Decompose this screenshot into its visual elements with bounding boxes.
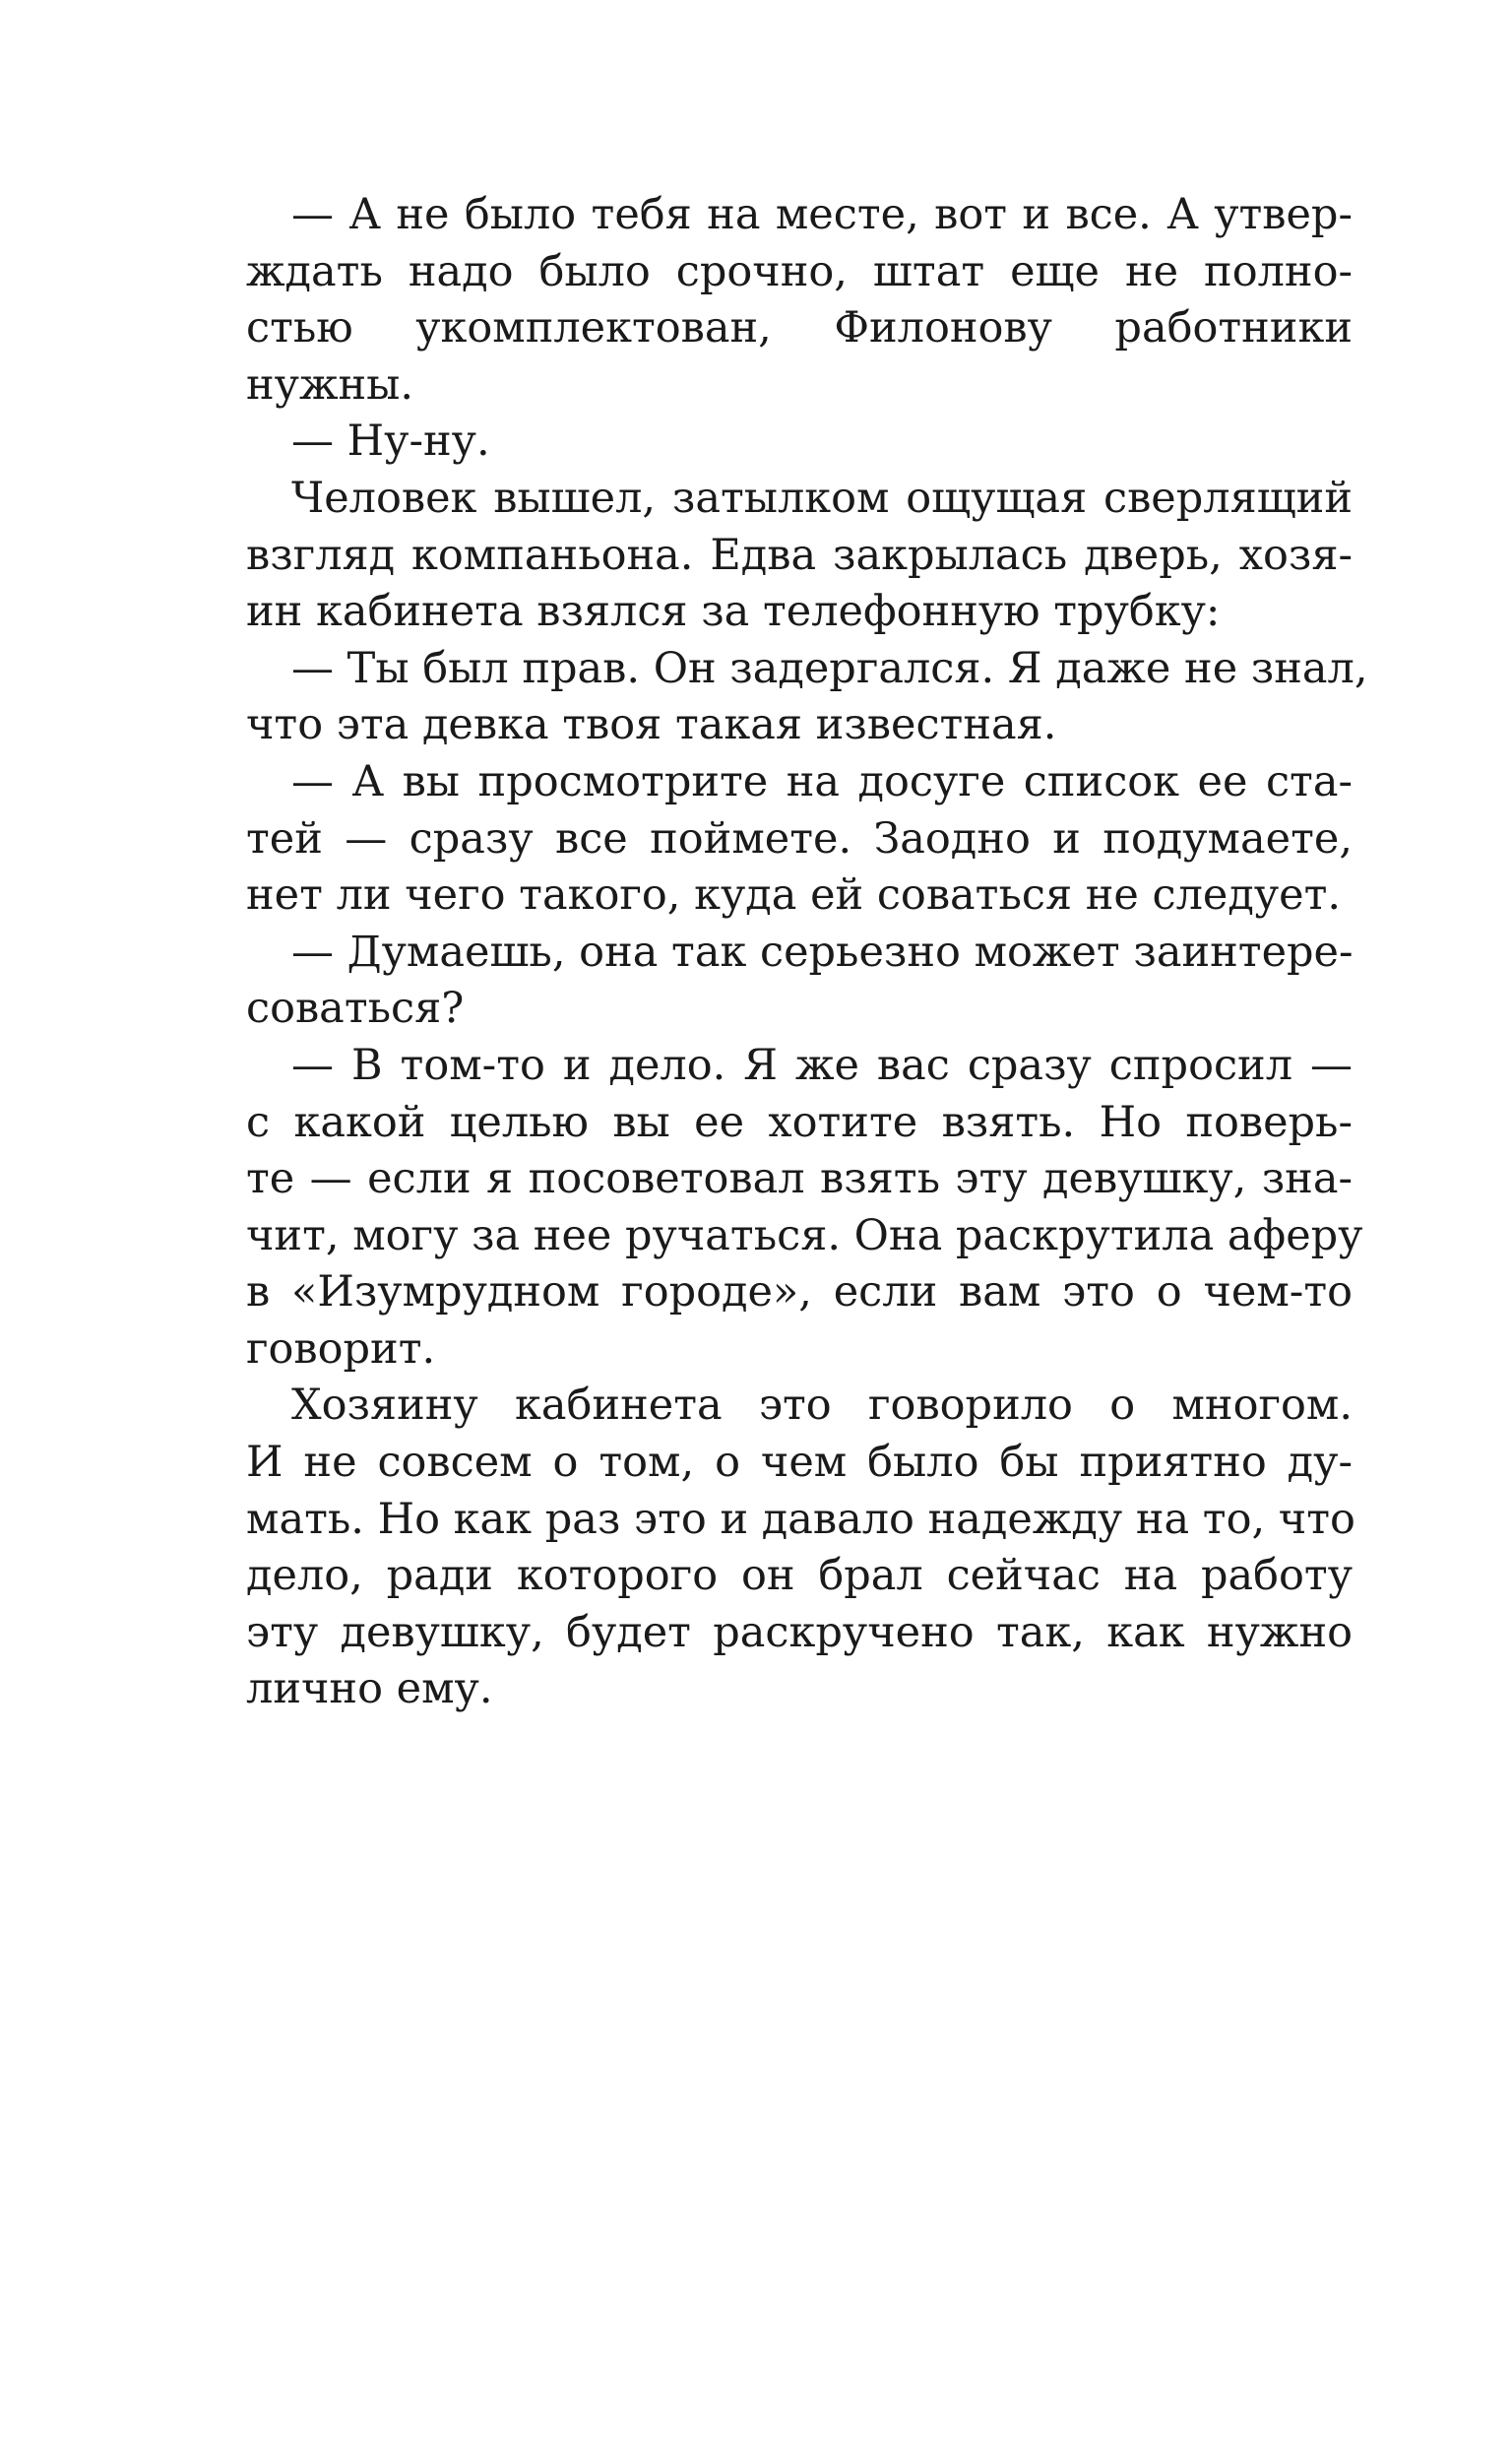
text-line: нет ли чего такого, куда ей соваться не следует. <box>246 870 1342 921</box>
text-line: — Думаешь, она так серьезно может заинтере- <box>291 927 1354 977</box>
text-line: говорит. <box>246 1323 436 1374</box>
text-line: — Ты был прав. Он задергался. Я даже не знал, <box>291 643 1368 693</box>
text-line: — А вы просмотрите на досуге список ее ста- <box>291 756 1353 806</box>
text-line: с какой целью вы ее хотите взять. Но поверь- <box>246 1097 1353 1147</box>
text-line: взгляд компаньона. Едва закрылась дверь, хозя- <box>246 530 1353 580</box>
text-line: — А не было тебя на месте, вот и все. А утвер- <box>291 190 1353 239</box>
text-line: И не совсем о том, о чем было бы приятно ду- <box>246 1438 1353 1488</box>
text-line: ждать надо было срочно, штат еще не полно- <box>246 246 1353 296</box>
text-line: соваться? <box>246 984 465 1034</box>
body-text <box>246 187 1368 1718</box>
text-line: эту девушку, будет раскручено так, как нужно <box>246 1607 1353 1657</box>
text-line: дело, ради которого он брал сейчас на работу <box>246 1551 1353 1601</box>
text-line: Хозяину кабинета это говорило о многом. <box>291 1381 1353 1431</box>
text-line: в «Изумрудном городе», если вам это о чем-то <box>246 1267 1353 1318</box>
text-line: стью укомплектован, Филонову работники <box>246 303 1353 354</box>
text-line: лично ему. <box>246 1664 493 1714</box>
text-line: мать. Но как раз это и давало надежду на то, что <box>246 1494 1355 1544</box>
text-line: те — если я посоветовал взять эту девушку, зна- <box>246 1154 1353 1204</box>
text-line: — В том-то и дело. Я же вас сразу спросил — <box>291 1040 1353 1090</box>
text-line: тей — сразу все поймете. Заодно и подумаете, <box>246 813 1353 864</box>
text-line: Человек вышел, затылком ощущая сверлящий <box>291 473 1353 523</box>
text-line: ин кабинета взялся за телефонную трубку: <box>246 587 1221 637</box>
text-line: что эта девка твоя такая известная. <box>246 700 1057 750</box>
text-line: чит, могу за нее ручаться. Она раскрутила аферу <box>246 1210 1363 1260</box>
text-line: — Ну-ну. <box>291 417 490 467</box>
text-line: нужны. <box>246 359 414 410</box>
